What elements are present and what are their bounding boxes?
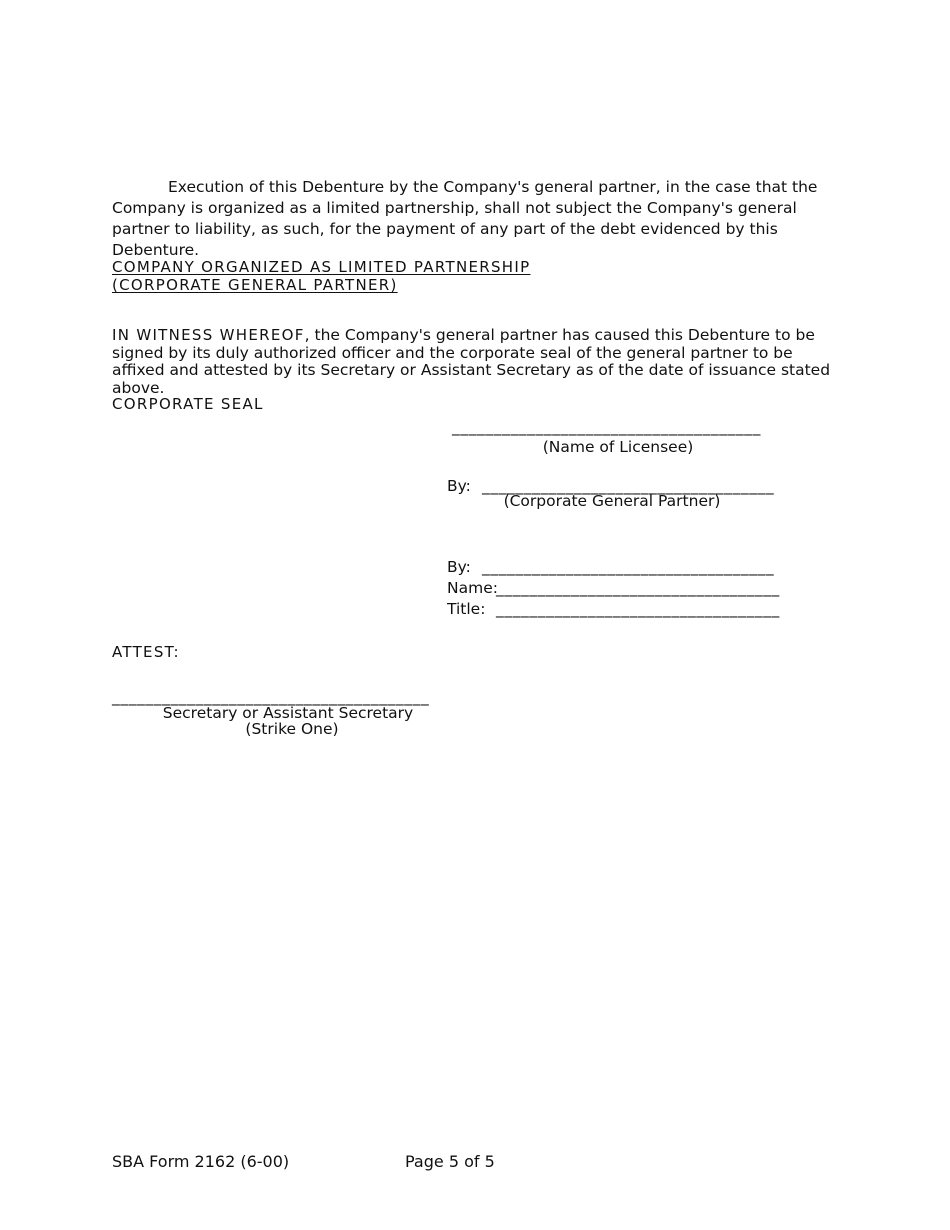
by-signature-line[interactable]: ___________________________________	[482, 477, 775, 495]
attest-caption-strike: (Strike One)	[245, 720, 339, 738]
attest-label: ATTEST:	[112, 643, 180, 661]
by2-signature-line[interactable]: ___________________________________	[482, 558, 775, 576]
witness-text: , the Company's general partner has caused this Debenture to be signed by its duly authorized officer and the corporate seal of the general partner to be affixed and attested by its Secretary or Assistant Secretary as of the date of issuance stated above.	[112, 326, 831, 397]
general-partner-caption: (Corporate General Partner)	[503, 492, 721, 510]
attest-signature-line[interactable]: ______________________________________	[112, 688, 430, 706]
licensee-caption: (Name of Licensee)	[542, 438, 694, 456]
liability-paragraph-text: Execution of this Debenture by the Company's general partner, in the case that the Company is organized as a limited partnership, shall not subject the Company's general partner to liability, as such, for the payment of any part of the debt evidenced by this Debenture.	[112, 178, 818, 259]
attest-caption-role: Secretary or Assistant Secretary	[162, 704, 414, 722]
liability-paragraph	[112, 177, 827, 261]
section-heading-line2: (CORPORATE GENERAL PARTNER)	[112, 276, 398, 294]
witness-paragraph	[112, 327, 832, 397]
witness-lead: IN WITNESS WHEREOF	[112, 326, 305, 344]
name-label: Name:	[447, 579, 498, 597]
by2-label: By:	[447, 558, 471, 576]
name-signature-line[interactable]: __________________________________	[496, 579, 780, 597]
form-number: SBA Form 2162 (6-00)	[112, 1152, 290, 1171]
page-number: Page 5 of 5	[405, 1152, 495, 1171]
corporate-seal-label: CORPORATE SEAL	[112, 395, 264, 413]
section-heading-line1: COMPANY ORGANIZED AS LIMITED PARTNERSHIP	[112, 258, 531, 276]
title-label: Title:	[447, 600, 486, 618]
by-label: By:	[447, 477, 471, 495]
licensee-signature-line[interactable]: _____________________________________	[452, 418, 761, 436]
title-signature-line[interactable]: __________________________________	[496, 600, 780, 618]
